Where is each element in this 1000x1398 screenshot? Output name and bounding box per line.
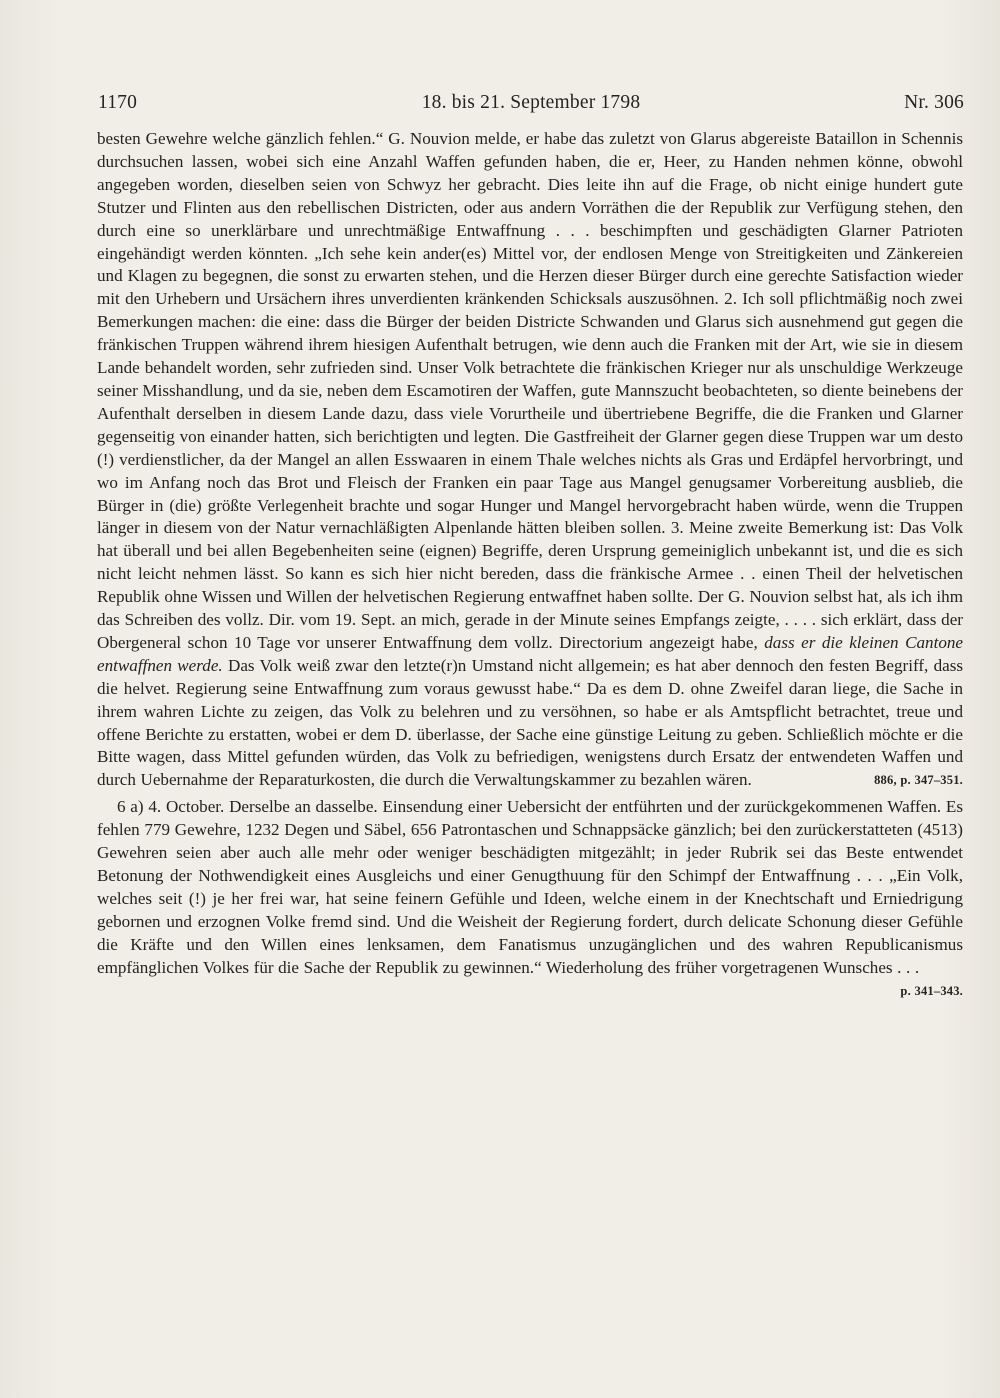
running-header	[98, 91, 964, 115]
archive-reference: 886, p. 347–351.	[874, 773, 963, 788]
paragraph-text: 6 a) 4. October. Derselbe an dasselbe. Einsendung einer Uebersicht der entführten und der zurückgekommenen Waffen. Es fehlen 779 Gewehre, 1232 Degen und Säbel, 656 Patrontaschen und Schnappsäcke gänzlich; bei den zurückerstatteten (4513) Gewehren seien aber auch alle mehr oder weniger beschädigten mitgezählt; in jeder Rubrik sei das Beste entwendet Betonung der Nothwendigkeit eines Ausgleichs und einer Genugthuung für den Schimpf der Entwaffnung . . . „Ein Volk, welches seit (!) je her frei war, hat seine feinern Gefühle und Ideen, welche einem in der Knechtschaft und Erniedrigung gebornen und erzognen Volke fremd sind. Und die Weisheit der Regierung fordert, durch delicate Schonung dieser Gefühle die Kräfte und den Willen eines lenksamen, dem Fanatismus unzugänglichen und des wahren Republicanismus empfänglichen Volkes für die Sache der Republik zu gewinnen.“ Wiederholung des früher vorgetragenen Wunsches . . .	[97, 797, 963, 977]
body-text	[97, 128, 963, 1002]
document-number: Nr. 306	[904, 92, 964, 113]
page-number: 1170	[98, 92, 138, 113]
paragraph-october-report	[97, 796, 963, 998]
archive-reference: p. 341–343.	[900, 983, 963, 998]
paragraph-text-part-1: besten Gewehre welche gänzlich fehlen.“ G. Nouvion melde, er habe das zuletzt von Glarus abgereiste Bataillon in Schennis durchsuchen lassen, wobei sich eine Anzahl Waffen gefunden haben, die er, Heer, zu Handen nehmen könne, obwohl angegeben worden, dieselben seien von Schwyz her gebracht. Dies leite ihn auf die Frage, ob nicht einige hundert gute Stutzer und Flinten aus den rebellischen Districten, oder aus andern Vorräthen die der Republik zur Verfügung stehen, den durch eine so unerklärbare und unrechtmäßige Entwaffnung . . . beschimpften und geschädigten Glarner Patrioten eingehändigt werden könnten. „Ich sehe kein ander(es) Mittel vor, der endlosen Menge von Streitigkeiten und Zänkereien und Klagen zu begegnen, die sonst zu erwarten stehen, und die Herzen dieser Bürger durch eine gerechte Satisfaction wieder mit den Urhebern und Ursächern ihres unverdienten kränkenden Schicksals auszusöhnen. 2. Ich soll pflichtmäßig noch zwei Bemerkungen machen: die eine: dass die Bürger der beiden Districte Schwanden und Glarus sich ausnehmend gut gegen die fränkischen Truppen während ihrem hiesigen Aufenthalt betrugen, wie denn auch die Franken mit der Art, wie sie in diesem Lande behandelt worden, sehr zufrieden sind. Unser Volk betrachtete die fränkischen Krieger nur als unschuldige Werkzeuge seiner Misshandlung, und da sie, neben dem Escamotiren der Waffen, gute Mannszucht beobachteten, so diente beinebens der Aufenthalt derselben in diesem Lande dazu, dass viele Vorurtheile und übertriebene Begriffe, die die Franken und Glarner gegenseitig von einander hatten, sich berichtigten und legten. Die Gastfreiheit der Glarner gegen diese Truppen war um desto (!) verdienstlicher, da der Mangel an allen Esswaaren in einem Thale welches nichts als Gras und Erdäpfel hervorbringt, und wo im Anfang noch das Brot und Fleisch der Franken ein paar Tage aus Mangel genugsamer Vorbereitung ausblieb, die Bürger in (die) größte Verlegenheit brachte und sogar Hunger und Mangel hervorgebracht haben würde, wenn die Truppen länger in diesem von der Natur vernachläßigten Alpenlande hätten bleiben sollen. 3. Meine zweite Bemerkung ist: Das Volk hat überall und bei allen Begebenheiten seine (eignen) Begriffe, deren Ursprung gemeiniglich unbekannt ist, und die es sich nicht leicht nehmen lässt. So kann es sich hier nicht bereden, dass die fränkische Armee . . einen Theil der helvetischen Republik ohne Wissen und Willen der helvetischen Regierung entwaffnet haben sollte. Der G. Nouvion selbst hat, als ich ihm das Schreiben des vollz. Dir. vom 19. Sept. an mich, gerade in der Minute seines Empfangs zeigte, . . . . sich erklärt, dass der Obergeneral schon 10 Tage vor unserer Entwaffnung dem vollz. Directorium angezeigt habe,	[97, 129, 963, 652]
date-range: 18. bis 21. September 1798	[421, 92, 641, 113]
paragraph-text-part-2: Das Volk weiß zwar den letzte(r)n Umstand nicht allgemein; es hat aber dennoch den festen Begriff, dass die helvet. Regierung seine Entwaffnung zum voraus gewusst habe.“ Da es dem D. ohne Zweifel daran liege, die Sache in ihrem wahren Lichte zu zeigen, das Volk zu belehren und zu versöhnen, so habe er als Amtspflicht betrachtet, treue und offene Berichte zu erstatten, wobei er dem D. überlasse, der Sache eine günstige Leitung zu geben. Schließlich möchte er die Bitte wagen, dass Mittel gefunden würden, das Volk zu befriedigen, wenigstens durch Ersatz der entwendeten Waffen und durch Uebernahme der Reparaturkosten, die durch die Verwaltungskammer zu bezahlen wären.	[97, 655, 964, 790]
italic-quote: dass er die kleinen Cantone entwaffnen werde.	[97, 632, 963, 675]
paragraph-nouvion-report	[97, 128, 963, 792]
